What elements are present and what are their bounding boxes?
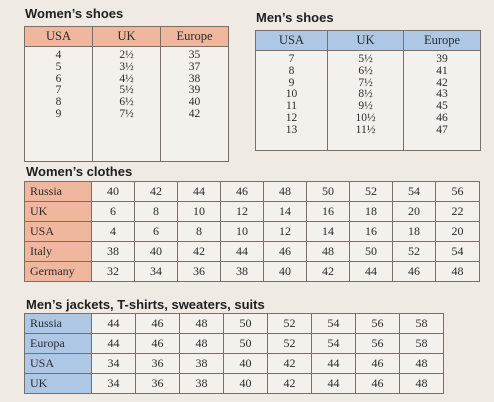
size-value: 12	[285, 111, 298, 124]
size-cell: 52	[268, 334, 312, 354]
size-cell: 46	[393, 262, 436, 282]
size-cell: 32	[92, 262, 135, 282]
size-cell: 44	[312, 354, 356, 374]
size-cell: 8	[135, 202, 178, 222]
table-row	[25, 334, 444, 354]
size-value: 8	[288, 64, 295, 77]
size-cell: 36	[178, 262, 221, 282]
size-cell: 40	[264, 262, 307, 282]
size-cell: 56	[356, 334, 400, 354]
size-cell: 12	[264, 222, 307, 242]
size-cell: 42	[178, 242, 221, 262]
size-cell: 6	[92, 202, 135, 222]
size-cell: 56	[436, 182, 480, 202]
table-row	[25, 47, 229, 162]
size-value: 11½	[355, 123, 376, 136]
size-cell: 16	[307, 202, 350, 222]
size-value: 8½	[358, 88, 373, 101]
size-cell: 46	[221, 182, 264, 202]
size-value: 3½	[119, 60, 134, 73]
size-cell: 54	[312, 314, 356, 334]
size-cell: 20	[393, 202, 436, 222]
table-header-row	[25, 27, 229, 47]
womens-shoes-title: Women’s shoes	[25, 6, 124, 21]
size-cell: 42	[268, 354, 312, 374]
size-cell: 34	[92, 374, 136, 394]
uk-size-column	[328, 51, 404, 151]
size-cell: 48	[180, 314, 224, 334]
row-label: USA	[25, 222, 92, 242]
size-cell: 42	[268, 374, 312, 394]
size-value: 7	[55, 84, 62, 97]
size-value: 5½	[358, 53, 373, 65]
row-label: Europa	[25, 334, 92, 354]
size-cell: 52	[350, 182, 393, 202]
size-value: 42	[188, 107, 201, 120]
size-cell: 16	[350, 222, 393, 242]
size-cell: 54	[312, 334, 356, 354]
row-label: Russia	[25, 314, 92, 334]
europe-size-column	[404, 51, 481, 151]
size-cell: 40	[224, 354, 268, 374]
column-header: USA	[256, 31, 328, 51]
size-cell: 6	[135, 222, 178, 242]
size-value: 11	[285, 100, 298, 113]
size-cell: 34	[92, 354, 136, 374]
table-row	[25, 262, 480, 282]
size-cell: 54	[436, 242, 480, 262]
size-cell: 4	[92, 222, 135, 242]
uk-size-column	[93, 47, 161, 162]
size-value: 9	[55, 107, 62, 120]
size-cell: 48	[307, 242, 350, 262]
column-header: USA	[25, 27, 93, 47]
size-cell: 34	[135, 262, 178, 282]
size-cell: 56	[356, 314, 400, 334]
size-cell: 50	[224, 334, 268, 354]
size-cell: 46	[136, 314, 180, 334]
row-label: Russia	[25, 182, 92, 202]
size-cell: 48	[400, 374, 444, 394]
table-row	[25, 222, 480, 242]
size-cell: 42	[307, 262, 350, 282]
table-row	[25, 242, 480, 262]
size-value: 45	[436, 100, 448, 113]
size-cell: 12	[221, 202, 264, 222]
size-cell: 40	[224, 374, 268, 394]
size-value: 38	[188, 72, 201, 85]
size-cell: 50	[350, 242, 393, 262]
size-value: 7	[288, 53, 295, 65]
size-value: 10½	[355, 111, 376, 124]
size-cell: 46	[356, 374, 400, 394]
size-cell: 44	[178, 182, 221, 202]
column-header: Europe	[404, 31, 481, 51]
size-value: 42	[436, 76, 448, 89]
column-header: UK	[93, 27, 161, 47]
size-value: 9½	[358, 100, 373, 113]
size-value: 35	[188, 49, 201, 61]
size-cell: 38	[180, 374, 224, 394]
size-value: 7½	[358, 76, 373, 89]
size-cell: 44	[350, 262, 393, 282]
size-value: 37	[188, 60, 201, 73]
size-value: 39	[436, 53, 448, 65]
table-row	[25, 202, 480, 222]
row-label: USA	[25, 354, 92, 374]
mens-shoes-table	[255, 30, 481, 151]
size-cell: 48	[400, 354, 444, 374]
size-cell: 22	[436, 202, 480, 222]
size-cell: 48	[264, 182, 307, 202]
womens-shoes-table	[24, 26, 229, 162]
size-cell: 8	[178, 222, 221, 242]
europe-size-column	[161, 47, 229, 162]
size-value: 7½	[119, 107, 134, 120]
mens-shoes-title: Men’s shoes	[256, 10, 334, 25]
womens-clothes-table	[24, 181, 480, 282]
size-cell: 44	[92, 334, 136, 354]
column-header: UK	[328, 31, 404, 51]
size-cell: 58	[400, 334, 444, 354]
size-cell: 48	[436, 262, 480, 282]
table-row	[25, 374, 444, 394]
table-row	[25, 354, 444, 374]
size-cell: 20	[436, 222, 480, 242]
size-value: 2½	[119, 49, 134, 61]
size-value: 6½	[119, 96, 134, 109]
size-cell: 50	[307, 182, 350, 202]
size-value: 46	[436, 111, 448, 124]
size-value: 4	[55, 49, 62, 61]
usa-size-column	[25, 47, 93, 162]
row-label: Germany	[25, 262, 92, 282]
size-cell: 44	[221, 242, 264, 262]
size-cell: 18	[393, 222, 436, 242]
size-value: 13	[285, 123, 298, 136]
table-row	[256, 51, 481, 151]
size-cell: 48	[180, 334, 224, 354]
size-cell: 36	[136, 354, 180, 374]
size-cell: 38	[92, 242, 135, 262]
row-label: UK	[25, 202, 92, 222]
size-cell: 46	[264, 242, 307, 262]
size-cell: 44	[92, 314, 136, 334]
size-cell: 14	[307, 222, 350, 242]
size-cell: 58	[400, 314, 444, 334]
size-cell: 10	[221, 222, 264, 242]
size-cell: 42	[135, 182, 178, 202]
size-cell: 50	[224, 314, 268, 334]
womens-clothes-title: Women’s clothes	[26, 164, 133, 179]
size-value: 47	[436, 123, 448, 136]
size-cell: 52	[268, 314, 312, 334]
size-value: 40	[188, 96, 201, 109]
size-cell: 14	[264, 202, 307, 222]
size-cell: 46	[356, 354, 400, 374]
size-value: 10	[285, 88, 298, 101]
size-value: 4½	[119, 72, 134, 85]
size-cell: 40	[135, 242, 178, 262]
size-value: 8	[55, 96, 62, 109]
row-label: Italy	[25, 242, 92, 262]
mens-jackets-title: Men’s jackets, T-shirts, sweaters, suits	[26, 297, 265, 312]
size-cell: 38	[180, 354, 224, 374]
size-cell: 36	[136, 374, 180, 394]
usa-size-column	[256, 51, 328, 151]
size-value: 5½	[119, 84, 134, 97]
size-value: 39	[188, 84, 201, 97]
size-value: 5	[55, 60, 62, 73]
size-cell: 18	[350, 202, 393, 222]
row-label: UK	[25, 374, 92, 394]
size-cell: 38	[221, 262, 264, 282]
size-cell: 46	[136, 334, 180, 354]
size-value: 9	[288, 76, 295, 89]
table-header-row	[256, 31, 481, 51]
size-cell: 10	[178, 202, 221, 222]
size-value: 6	[55, 72, 62, 85]
size-cell: 40	[92, 182, 135, 202]
size-cell: 52	[393, 242, 436, 262]
size-cell: 44	[312, 374, 356, 394]
mens-jackets-table	[24, 313, 444, 394]
size-cell: 54	[393, 182, 436, 202]
table-row	[25, 182, 480, 202]
table-row	[25, 314, 444, 334]
column-header: Europe	[161, 27, 229, 47]
size-value: 41	[436, 64, 448, 77]
size-value: 43	[436, 88, 448, 101]
size-value: 6½	[358, 64, 373, 77]
